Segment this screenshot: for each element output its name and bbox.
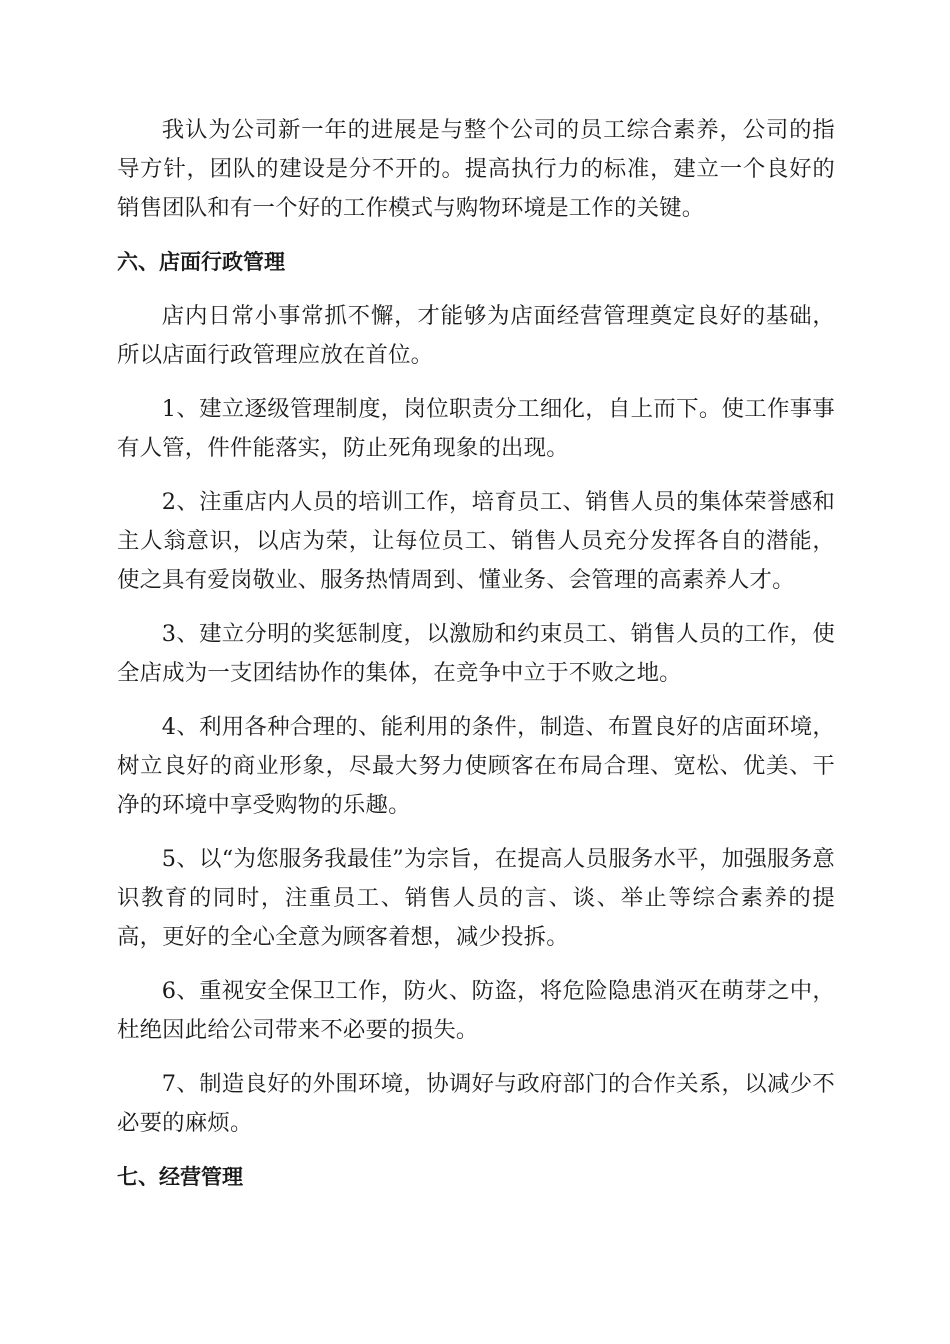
section-6-item-4: 4、利用各种合理的、能利用的条件，制造、布置良好的店面环境，树立良好的商业形象，尽最大努力使顾客在布局合理、宽松、优美、干净的环境中享受购物的乐趣。 [117,714,835,818]
section-6-item-5: 5、以“为您服务我最佳”为宗旨，在提高人员服务水平，加强服务意识教育的同时，注重员工、销售人员的言、谈、举止等综合素养的提高，更好的全心全意为顾客着想，减少投拆。 [117,846,835,950]
section-6-lead-paragraph: 店内日常小事常抓不懈，才能够为店面经营管理奠定良好的基础，所以店面行政管理应放在首位。 [117,303,835,368]
section-6-item-1: 1、建立逐级管理制度，岗位职责分工细化，自上而下。使工作事事有人管，件件能落实，防止死角现象的出现。 [117,396,835,461]
section-6-item-7: 7、制造良好的外围环境，协调好与政府部门的合作关系，以减少不必要的麻烦。 [117,1071,835,1136]
section-6-item-6: 6、重视安全保卫工作，防火、防盗，将危险隐患消灭在萌芽之中，杜绝因此给公司带来不必要的损失。 [117,978,835,1043]
section-7-heading: 七、经营管理 [117,1165,243,1189]
document-page [117,111,835,1197]
intro-paragraph: 我认为公司新一年的进展是与整个公司的员工综合素养，公司的指导方针，团队的建设是分不开的。提高执行力的标准，建立一个良好的销售团队和有一个好的工作模式与购物环境是工作的关键。 [117,117,835,221]
section-6-item-3: 3、建立分明的奖惩制度，以激励和约束员工、销售人员的工作，使全店成为一支团结协作的集体，在竞争中立于不败之地。 [117,621,835,686]
section-6-heading: 六、店面行政管理 [117,250,285,274]
section-6-item-2: 2、注重店内人员的培训工作，培育员工、销售人员的集体荣誉感和主人翁意识，以店为荣，让每位员工、销售人员充分发挥各自的潜能，使之具有爱岗敬业、服务热情周到、懂业务、会管理的高素养人才。 [117,489,835,593]
